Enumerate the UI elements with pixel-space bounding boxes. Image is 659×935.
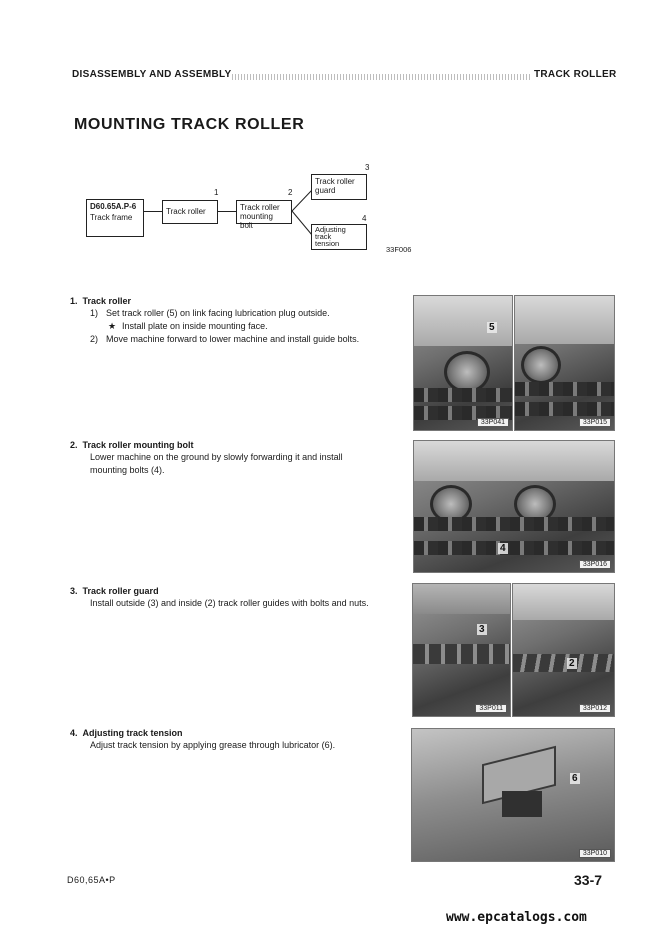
callout-3: 3 xyxy=(479,624,485,635)
photo-inside-guide xyxy=(512,583,615,717)
section-track-tension xyxy=(70,728,382,752)
section-track-roller xyxy=(70,296,382,346)
section-roller-guard xyxy=(70,586,382,610)
photo-code: 33P016 xyxy=(579,560,611,569)
diagram-mounting-bolt-box xyxy=(236,200,292,230)
section-text: Install outside (3) and inside (2) track roller guides with bolts and nuts. xyxy=(90,598,369,608)
page-title: MOUNTING TRACK ROLLER xyxy=(74,116,305,133)
photo-code: 33P041 xyxy=(477,418,509,427)
section-title: Track roller guard xyxy=(82,586,159,596)
page-number: 33-7 xyxy=(574,872,603,888)
mounting-bolt-line1: Track roller xyxy=(240,203,280,212)
section-title: Track roller mounting bolt xyxy=(82,440,194,450)
item-number-3: 3 xyxy=(365,163,370,172)
section-number: 1. xyxy=(70,296,78,306)
photo-guide-bolts xyxy=(514,295,615,431)
step-number: 2) xyxy=(90,334,99,344)
connector-line xyxy=(144,211,163,212)
diagram-track-roller-box xyxy=(162,200,218,224)
section-header: DISASSEMBLY AND ASSEMBLY xyxy=(72,69,232,80)
component-header: TRACK ROLLER xyxy=(534,69,617,80)
step-item xyxy=(70,307,382,320)
footer-model: D60,65A•P xyxy=(67,875,116,885)
item-number-4: 4 xyxy=(362,214,367,223)
note-text: Install plate on inside mounting face. xyxy=(122,321,268,331)
connector-line xyxy=(218,211,236,212)
callout-6: 6 xyxy=(572,773,578,784)
item-number-1: 1 xyxy=(214,188,219,197)
step-number: 1) xyxy=(90,308,99,318)
section-title: Track roller xyxy=(82,296,132,306)
photo-code: 33P011 xyxy=(475,704,507,713)
guard-line2: guard xyxy=(315,186,336,195)
section-text: Adjust track tension by applying grease through lubricator (6). xyxy=(90,740,336,750)
step-text: Set track roller (5) on link facing lubrication plug outside. xyxy=(106,308,330,318)
section-number: 3. xyxy=(70,586,78,596)
photo-lubricator xyxy=(411,728,615,862)
section-text: Lower machine on the ground by slowly forwarding it and install mounting bolts (4). xyxy=(90,452,343,475)
section-number: 4. xyxy=(70,728,78,738)
frame-model: D60.65A.P-6 xyxy=(90,202,137,211)
watermark-link[interactable]: www.epcatalogs.com xyxy=(446,910,587,925)
tension-line1: Adjusting xyxy=(315,225,346,234)
photo-code: 33P015 xyxy=(579,418,611,427)
photo-track-roller-setting xyxy=(413,295,513,431)
frame-label: Track frame xyxy=(90,213,133,222)
diagram-guard-box xyxy=(311,174,367,200)
callout-5: 5 xyxy=(489,322,495,333)
guard-line1: Track roller xyxy=(315,177,355,186)
step-text: Move machine forward to lower machine and install guide bolts. xyxy=(106,334,360,344)
section-number: 2. xyxy=(70,440,78,450)
diagram-code: 33F006 xyxy=(386,245,412,254)
step-item xyxy=(70,333,382,346)
photo-code: 33P012 xyxy=(579,704,611,713)
tension-line3: tension xyxy=(315,239,340,248)
section-mounting-bolt xyxy=(70,440,382,477)
note-star: ★ xyxy=(108,321,117,331)
diagram-frame-box xyxy=(86,199,144,237)
header-rule xyxy=(232,74,532,80)
diagram-tension-box xyxy=(311,224,367,250)
photo-code: 33P010 xyxy=(579,849,611,858)
photo-outside-guide xyxy=(412,583,511,717)
callout-4: 4 xyxy=(500,543,506,554)
photo-mounting-bolts xyxy=(413,440,615,573)
item-number-2: 2 xyxy=(288,188,293,197)
callout-2: 2 xyxy=(569,658,575,669)
section-title: Adjusting track tension xyxy=(82,728,183,738)
mounting-bolt-line2: mounting bolt xyxy=(240,212,273,230)
note-item xyxy=(70,320,382,333)
tension-line2: track xyxy=(315,232,332,241)
track-roller-label: Track roller xyxy=(166,207,206,216)
